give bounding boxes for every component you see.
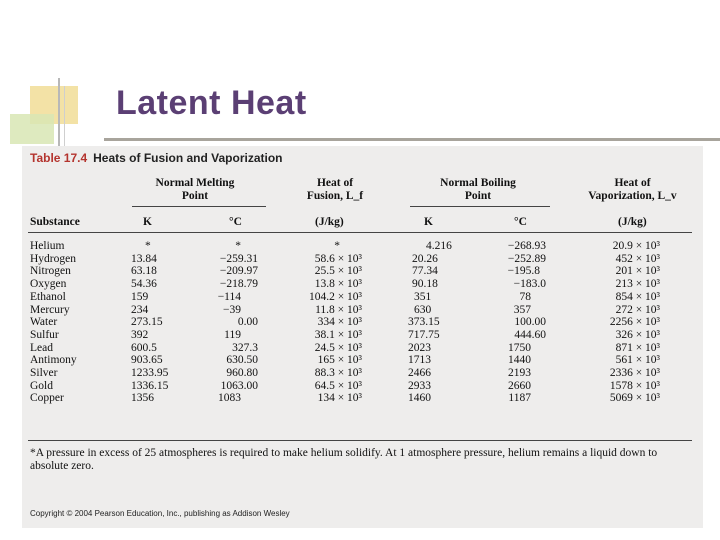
table-cell: *: [235, 240, 241, 252]
table-caption-text: Heats of Fusion and Vaporization: [93, 151, 283, 165]
header-vaporization: [575, 177, 690, 203]
table-cell: 326 × 10³: [615, 328, 660, 341]
header-melting-line1: Normal Melting: [155, 177, 235, 189]
table-cell: 78: [519, 290, 531, 303]
table-cell: −252.89: [507, 252, 546, 265]
table-cell: Oxygen: [30, 278, 67, 291]
table-cell: 2193: [508, 367, 531, 380]
table-cell: 2336 × 10³: [609, 367, 660, 380]
table-cell: 24.5 × 10³: [314, 341, 362, 354]
table-cell: 717.75: [408, 328, 440, 341]
column-boiling-c: [480, 240, 546, 405]
table-cell: Helium: [30, 240, 65, 252]
table-cell: 392: [131, 328, 149, 341]
table-cell: 1578 × 10³: [609, 379, 660, 392]
table-cell: 11.8 × 10³: [315, 303, 362, 316]
header-melting-line2: Point: [181, 190, 209, 202]
table-cell: 234: [131, 303, 149, 316]
table-cell: Ethanol: [30, 290, 66, 303]
col-header-substance: Substance: [30, 216, 80, 228]
table-cell: 2933: [408, 379, 431, 392]
slide-title: Latent Heat: [116, 84, 307, 122]
column-substance: [30, 240, 120, 405]
table-cell: 452 × 10³: [615, 252, 660, 265]
title-divider: [104, 138, 720, 141]
table-cell: 444.60: [514, 328, 546, 341]
table-cell: Water: [30, 316, 58, 329]
col-header-melting-k: K: [143, 216, 152, 228]
table-number: Table 17.4: [30, 151, 88, 165]
header-fusion-line2: Fusion, L_f: [306, 190, 364, 202]
table-cell: 88.3 × 10³: [314, 367, 362, 380]
table-cell: 1356: [131, 392, 154, 405]
table-cell: −259.31: [219, 252, 258, 265]
table-cell: 1083: [218, 392, 241, 405]
decor-line-vertical-2: [64, 86, 65, 146]
table-cell: 100.00: [514, 316, 546, 329]
table-cell: 1063.00: [220, 379, 258, 392]
copyright-notice: Copyright © 2004 Pearson Education, Inc., publishing as Addison Wesley: [30, 509, 290, 518]
table-cell: 13.8 × 10³: [314, 278, 362, 291]
col-header-vaporization-jkg: (J/kg): [618, 216, 647, 228]
col-header-melting-c: °C: [229, 216, 242, 228]
table-cell: −218.79: [219, 278, 258, 291]
table-cell: *: [145, 240, 151, 252]
table-cell: 373.15: [408, 316, 440, 329]
column-boiling-k: [408, 240, 468, 405]
table-cell: 272 × 10³: [615, 303, 660, 316]
table-cell: 20.9 × 10³: [612, 240, 660, 252]
table-cell: 1750: [508, 341, 531, 354]
table-cell: 213 × 10³: [615, 278, 660, 291]
header-vaporization-line1: Heat of: [614, 177, 651, 189]
table-cell: Antimony: [30, 354, 77, 367]
table-cell: Copper: [30, 392, 64, 405]
column-fusion-jkg: [282, 240, 362, 405]
table-cell: 0.00: [237, 316, 258, 329]
table-cell: 77.34: [412, 265, 438, 278]
column-melting-c: [196, 240, 258, 405]
decor-block-green: [10, 114, 54, 144]
table-cell: 357: [513, 303, 531, 316]
table-cell: 63.18: [131, 265, 157, 278]
table-cell: 273.15: [131, 316, 163, 329]
table-cell: 960.80: [226, 367, 258, 380]
table-cell: 600.5: [131, 341, 157, 354]
header-boiling: [418, 177, 538, 203]
table-cell: 1440: [508, 354, 531, 367]
header-vaporization-line2: Vaporization, L_v: [588, 190, 677, 202]
rule-under-melting: [132, 206, 266, 207]
table-cell: 20.26: [412, 252, 438, 265]
table-cell: 4.216: [426, 240, 452, 252]
table-cell: Gold: [30, 379, 53, 392]
col-header-boiling-c: °C: [514, 216, 527, 228]
header-melting: [130, 177, 260, 203]
table-cell: Silver: [30, 367, 58, 380]
table-cell: 54.36: [131, 278, 157, 291]
table-cell: 104.2 × 10³: [308, 290, 362, 303]
table-cell: 64.5 × 10³: [314, 379, 362, 392]
table-cell: 2256 × 10³: [609, 316, 660, 329]
table-cell: 351: [414, 290, 432, 303]
table-cell: 119: [224, 328, 241, 341]
rule-above-footnote: [28, 440, 692, 441]
table-cell: 90.18: [412, 278, 438, 291]
table-cell: 159: [131, 290, 149, 303]
table-footnote: *A pressure in excess of 25 atmospheres is required to make helium solidify. At 1 atmosphere pressure, helium remains a liquid down to absolute zero.: [30, 447, 658, 472]
table-cell: 1233.95: [131, 367, 169, 380]
header-fusion: [290, 177, 380, 203]
table-caption: [30, 151, 283, 165]
table-cell: 58.6 × 10³: [314, 252, 362, 265]
table-cell: −39: [223, 303, 241, 316]
decor-line-vertical: [58, 78, 60, 146]
table-cell: 871 × 10³: [615, 341, 660, 354]
table-cell: 201 × 10³: [615, 265, 660, 278]
table-cell: −268.93: [507, 240, 546, 252]
table-cell: 2466: [408, 367, 431, 380]
table-cell: 5069 × 10³: [609, 392, 660, 405]
header-boiling-line2: Point: [464, 190, 492, 202]
table-cell: 1713: [408, 354, 431, 367]
table-cell: 25.5 × 10³: [314, 265, 362, 278]
table-cell: 1336.15: [131, 379, 169, 392]
table-cell: −209.97: [219, 265, 258, 278]
rule-under-boiling: [410, 206, 550, 207]
table-cell: 165 × 10³: [317, 354, 362, 367]
table-cell: 903.65: [131, 354, 163, 367]
table-cell: 1460: [408, 392, 431, 405]
table-cell: −195.8: [507, 265, 540, 278]
col-header-fusion-jkg: (J/kg): [315, 216, 344, 228]
table-cell: 561 × 10³: [615, 354, 660, 367]
table-cell: *: [334, 240, 340, 252]
table-cell: 134 × 10³: [317, 392, 362, 405]
table-cell: 2660: [508, 379, 531, 392]
table-cell: 630: [414, 303, 432, 316]
header-boiling-line1: Normal Boiling: [440, 177, 516, 189]
header-fusion-line1: Heat of: [316, 177, 354, 189]
table-cell: Sulfur: [30, 328, 59, 341]
table-cell: 38.1 × 10³: [314, 328, 362, 341]
table-cell: 327.3: [232, 341, 258, 354]
table-cell: 1187: [508, 392, 531, 405]
table-cell: 334 × 10³: [317, 316, 362, 329]
table-cell: −183.0: [513, 278, 546, 291]
table-cell: Lead: [30, 341, 53, 354]
table-cell: 2023: [408, 341, 431, 354]
column-vaporization-jkg: [584, 240, 660, 405]
table-cell: 854 × 10³: [615, 290, 660, 303]
column-melting-k: [131, 240, 191, 405]
rule-under-column-headers: [28, 232, 692, 233]
col-header-boiling-k: K: [424, 216, 433, 228]
table-cell: Mercury: [30, 303, 70, 316]
table-cell: −114: [217, 290, 241, 303]
table-cell: Nitrogen: [30, 265, 71, 278]
table-cell: Hydrogen: [30, 252, 76, 265]
table-cell: 13.84: [131, 252, 157, 265]
table-cell: 630.50: [226, 354, 258, 367]
